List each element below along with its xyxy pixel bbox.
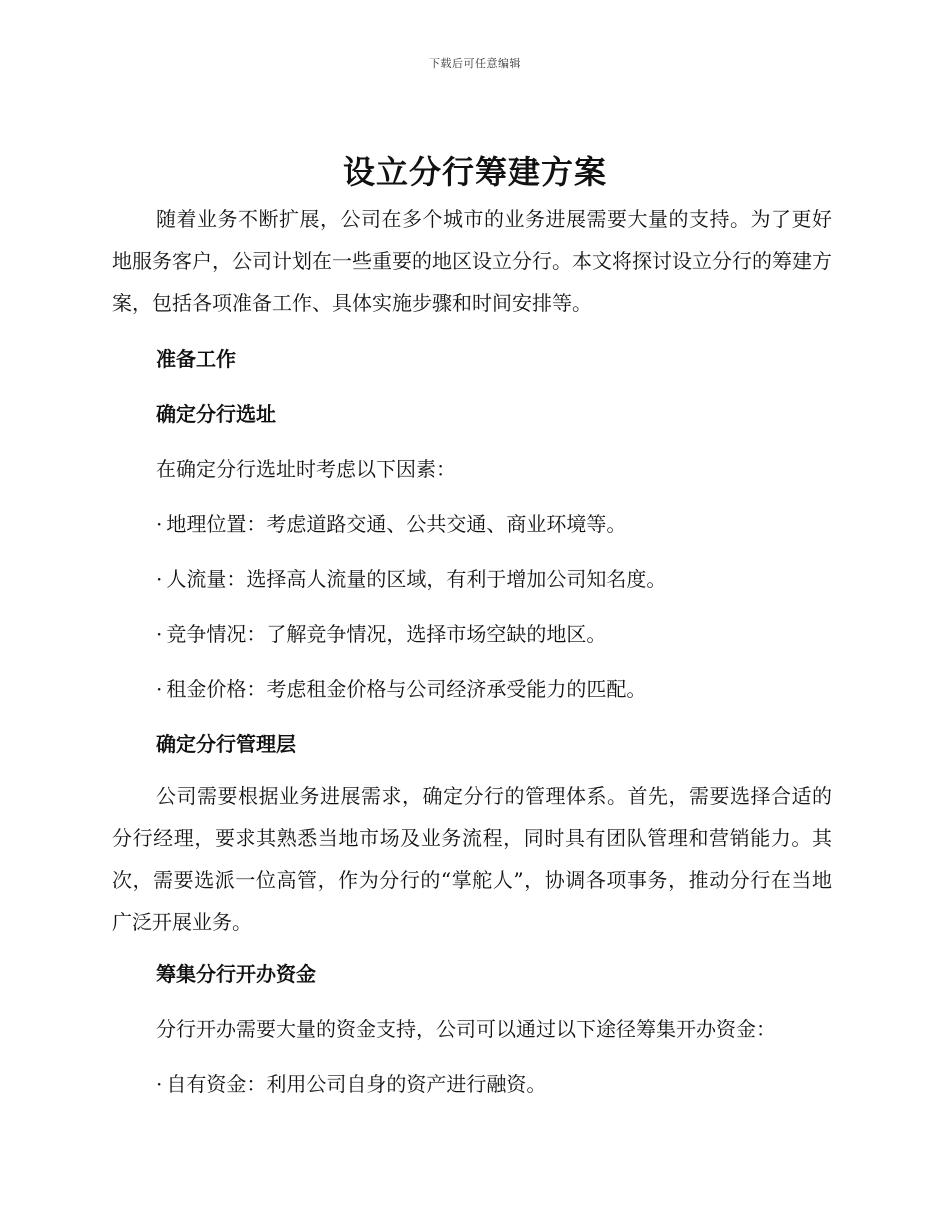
list-item-text: 租金价格：考虑租金价格与公司经济承受能力的匹配。: [166, 677, 647, 701]
bullet-icon: ·: [156, 677, 163, 701]
funding-lead: 分行开办需要大量的资金支持，公司可以通过以下途径筹集开办资金：: [156, 1017, 776, 1041]
list-item: [112, 674, 832, 704]
list-item: [112, 1069, 832, 1099]
list-item: [112, 619, 832, 649]
list-item-text: 自有资金：利用公司自身的资产进行融资。: [166, 1072, 547, 1096]
document-title: 设立分行筹建方案: [342, 153, 607, 191]
location-lead: 在确定分行选址时考虑以下因素：: [156, 457, 456, 481]
list-item-text: 地理位置：考虑道路交通、公共交通、商业环境等。: [166, 512, 627, 536]
management-paragraph: 公司需要根据业务进展需求，确定分行的管理体系。首先，需要选择合适的分行经理，要求其熟悉当地市场及业务流程，同时具有团队管理和营销能力。其次，需要选派一位高管，作为分行的“掌舵人”，协调各项事务，推动分行在当地广泛开展业务。: [112, 784, 832, 934]
list-item: [112, 564, 832, 594]
list-item: [112, 509, 832, 539]
section-heading-prep: 准备工作: [156, 347, 236, 371]
bullet-icon: ·: [156, 512, 163, 536]
header-note: 下载后可任意编辑: [429, 57, 521, 70]
section-heading-management: 确定分行管理层: [156, 732, 296, 756]
bullet-icon: ·: [156, 1072, 163, 1096]
list-item-text: 竞争情况：了解竞争情况，选择市场空缺的地区。: [166, 622, 607, 646]
section-heading-funding: 筹集分行开办资金: [156, 962, 316, 986]
intro-paragraph: 随着业务不断扩展，公司在多个城市的业务进展需要大量的支持。为了更好地服务客户，公司计划在一些重要的地区设立分行。本文将探讨设立分行的筹建方案，包括各项准备工作、具体实施步骤和时间安排等。: [112, 207, 832, 315]
document-body: [112, 198, 832, 1099]
list-item-text: 人流量：选择高人流量的区域，有利于增加公司知名度。: [166, 567, 667, 591]
bullet-icon: ·: [156, 567, 163, 591]
bullet-icon: ·: [156, 622, 163, 646]
section-heading-location: 确定分行选址: [156, 402, 276, 426]
